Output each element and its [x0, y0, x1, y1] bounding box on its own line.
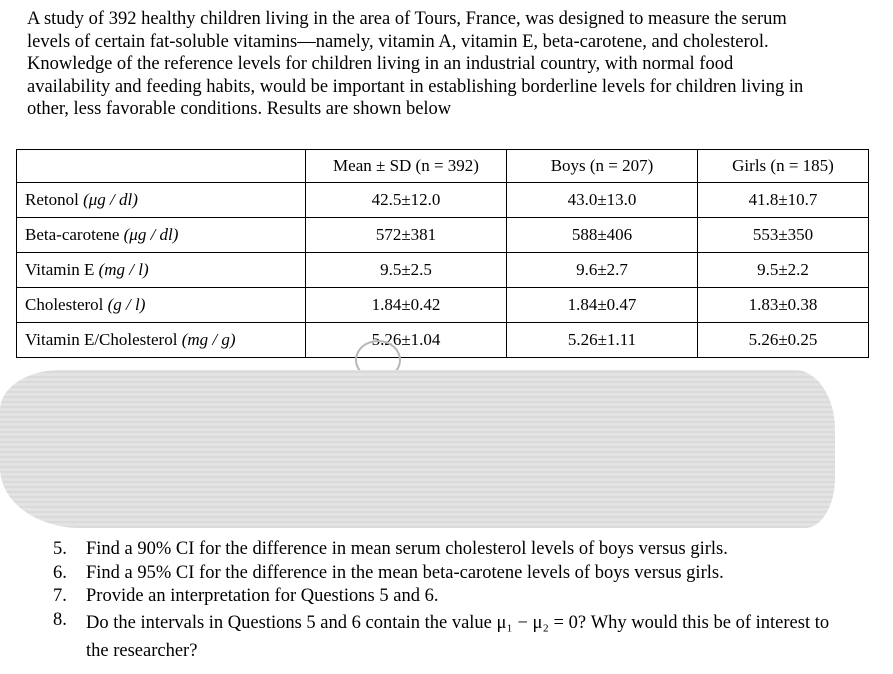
- girls-cell: 5.26±0.25: [698, 323, 869, 358]
- question-number: 6.: [53, 562, 67, 583]
- table-row: [17, 218, 869, 253]
- girls-cell: 1.83±0.38: [698, 288, 869, 323]
- question-number: 8.: [53, 609, 67, 630]
- header-cell: Boys (n = 207): [507, 150, 698, 183]
- question-text: Find a 95% CI for the difference in the mean beta-carotene levels of boys versus girls.: [86, 562, 724, 583]
- mean-sd-cell: 572±381: [306, 218, 507, 253]
- vitamin-table: [16, 149, 869, 358]
- question-item: [53, 585, 843, 609]
- boys-cell: 5.26±1.11: [507, 323, 698, 358]
- question-text: Find a 90% CI for the difference in mean serum cholesterol levels of boys versus girls.: [86, 539, 728, 559]
- table-row: [17, 183, 869, 218]
- row-label: [17, 323, 306, 358]
- row-label: [17, 288, 306, 323]
- row-label: [17, 253, 306, 288]
- question-number: 5.: [53, 539, 67, 559]
- boys-cell: 588±406: [507, 218, 698, 253]
- row-name: Retonol: [25, 190, 79, 209]
- row-unit: (μg / dl): [83, 190, 138, 209]
- question-item: [53, 538, 843, 562]
- mean-sd-cell: 9.5±2.5: [306, 253, 507, 288]
- table-header-row: [17, 150, 869, 183]
- mean-sd-cell: 5.26±1.04: [306, 323, 507, 358]
- row-unit: (mg / l): [98, 260, 149, 279]
- header-cell: Girls (n = 185): [698, 150, 869, 183]
- boys-cell: 9.6±2.7: [507, 253, 698, 288]
- row-name: Vitamin E/Cholesterol: [25, 330, 178, 349]
- mean-sd-cell: 1.84±0.42: [306, 288, 507, 323]
- row-name: Vitamin E: [25, 260, 95, 279]
- table-row: [17, 253, 869, 288]
- girls-cell: 9.5±2.2: [698, 253, 869, 288]
- row-label: [17, 183, 306, 218]
- question-item: [53, 562, 843, 586]
- row-unit: (mg / g): [181, 330, 236, 349]
- row-unit: (μg / dl): [123, 225, 179, 244]
- girls-cell: 41.8±10.7: [698, 183, 869, 218]
- question-text: Provide an interpretation for Questions 5 and 6.: [86, 586, 439, 606]
- intro-paragraph: A study of 392 healthy children living in the area of Tours, France, was designed to measure the serum levels of certain fat-soluble vitamins—namely, vitamin A, vitamin E, beta-carotene, and cholesterol. Knowledge of the reference levels for children living in an industrial country, with normal food availability and feeding habits, would be important in establishing borderline levels for children living in other, less favorable conditions. Results are shown below: [27, 9, 804, 120]
- redacted-region: [0, 370, 835, 528]
- girls-cell: 553±350: [698, 218, 869, 253]
- row-unit: (g / l): [107, 295, 146, 314]
- question-list: [53, 538, 843, 665]
- header-cell: Mean ± SD (n = 392): [306, 150, 507, 183]
- mean-sd-cell: 42.5±12.0: [306, 183, 507, 218]
- boys-cell: 1.84±0.47: [507, 288, 698, 323]
- table-row: [17, 323, 869, 358]
- table-row: [17, 288, 869, 323]
- boys-cell: 43.0±13.0: [507, 183, 698, 218]
- row-name: Beta-carotene: [25, 225, 120, 244]
- question-number: 7.: [53, 586, 67, 606]
- header-cell: [17, 150, 306, 183]
- row-label: [17, 218, 306, 253]
- row-name: Cholesterol: [25, 295, 104, 314]
- question-text: Do the intervals in Questions 5 and 6 contain the value μ₁ − μ₂ = 0? Why would this be of interest to the researcher?: [86, 612, 830, 661]
- question-item: [53, 609, 843, 665]
